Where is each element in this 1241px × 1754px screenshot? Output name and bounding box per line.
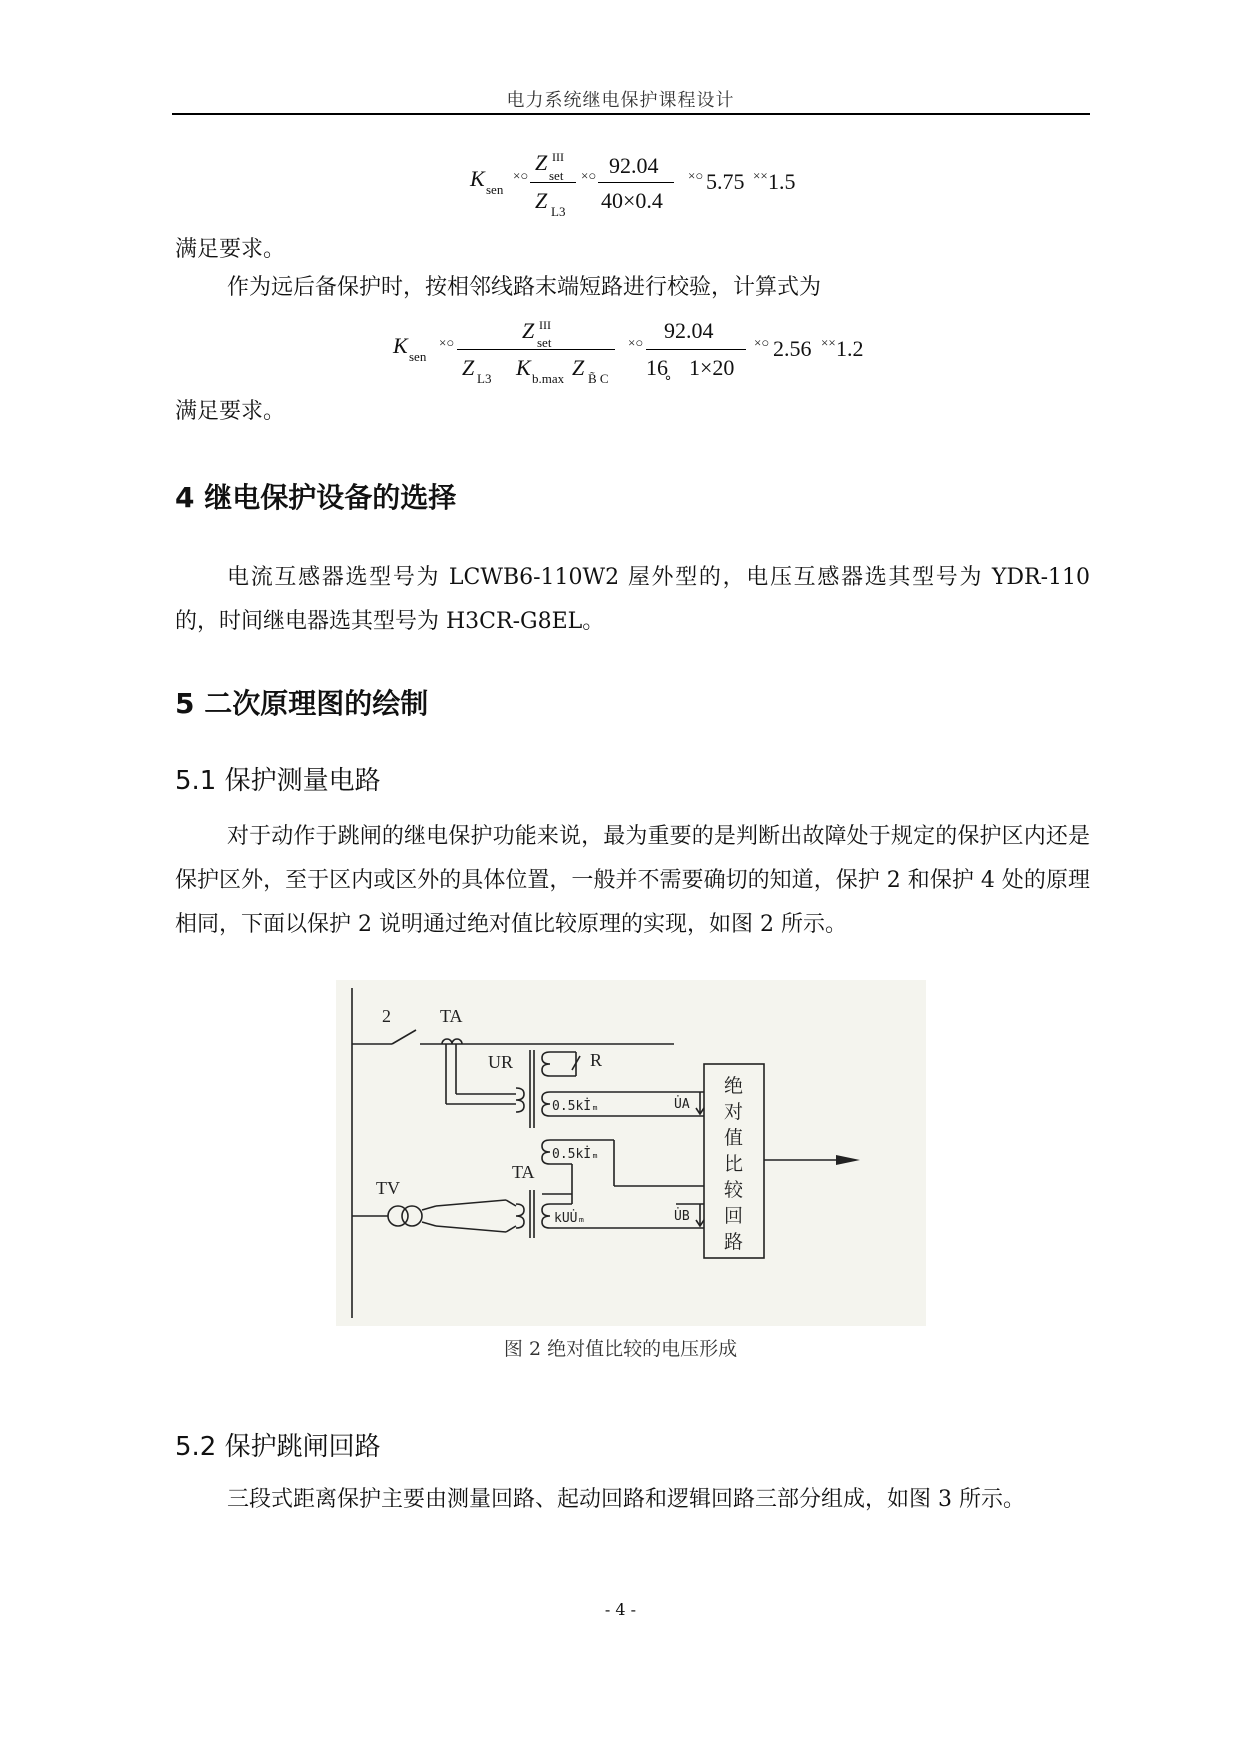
- formula1-z-num-sup: III: [552, 150, 564, 164]
- formula2-fraction-bar: [457, 349, 615, 350]
- formula2-limit: 1.2: [836, 336, 864, 361]
- circuit-diagram: [336, 980, 926, 1326]
- formula2-z-den-a: Z: [462, 355, 475, 380]
- section-5-1-body: 对于动作于跳闸的继电保护功能来说，最为重要的是判断出故障处于规定的保护区内还是保护区外，至于区内或区外的具体位置，一般并不需要确切的知道，保护 2 和保护 4 处的原理相同，下面以保护 2 说明通过绝对值比较原理的实现，如图 2 所示。: [175, 824, 1090, 937]
- ta-top-label: TA: [440, 1006, 463, 1026]
- box-char-1: 绝: [724, 1075, 744, 1097]
- box-char-4: 比: [724, 1153, 744, 1175]
- formula1-op4: ××: [753, 168, 768, 183]
- ub-label: U̇B: [674, 1209, 690, 1224]
- formula2-k-sub: sen: [409, 349, 427, 364]
- formula2-z-den-a-sub: L3: [477, 371, 492, 386]
- figure-2-caption: 图 2 绝对值比较的电压形成: [503, 1338, 738, 1360]
- formula2-op3: ×○: [754, 335, 770, 350]
- formula2-k: K: [393, 333, 408, 358]
- section-4-body: 电流互感器选型号为 LCWB6-110W2 屋外型的，电压互感器选其型号为 YDR-110 的，时间继电器选其型号为 H3CR-G8EL。: [175, 565, 1090, 634]
- page-number: - 4 -: [604, 1600, 637, 1619]
- formula-2: [0, 0, 1241, 400]
- formula1-result: 5.75: [706, 169, 745, 194]
- running-header: 电力系统继电保护课程设计: [506, 90, 735, 111]
- formula1-z-den: Z: [535, 188, 548, 213]
- formula1-op2: ×○: [581, 168, 597, 183]
- formula1-k: K: [470, 166, 485, 191]
- breaker-label: 2: [382, 1006, 391, 1026]
- ua-label: U̇A: [674, 1097, 690, 1112]
- formula2-fraction-bar-2: [646, 349, 746, 350]
- formula2-z-den-b: K: [516, 355, 531, 380]
- box-char-2: 对: [724, 1101, 744, 1123]
- formula1-op3: ×○: [688, 168, 704, 183]
- formula2-z-den-c: Z: [572, 355, 585, 380]
- formula1-z-den-sub: L3: [551, 204, 566, 219]
- section-4-heading: 4 继电保护设备的选择: [175, 481, 457, 514]
- section-5-2-body: 三段式距离保护主要由测量回路、起动回路和逻辑回路三部分组成，如图 3 所示。: [227, 1487, 1025, 1512]
- current-label-2: 0.5kİₘ: [552, 1147, 599, 1162]
- formula2-op1: ×○: [439, 335, 455, 350]
- box-char-3: 值: [724, 1127, 744, 1149]
- formula1-limit: 1.5: [768, 169, 796, 194]
- formula2-z-num-sup: III: [539, 318, 551, 332]
- formula1-den2: 40×0.4: [601, 188, 663, 213]
- formula2-result: 2.56: [773, 336, 812, 361]
- voltage-label: kUU̇ₘ: [554, 1211, 586, 1226]
- formula1-z-num: Z: [535, 150, 548, 175]
- paragraph-backup: 作为远后备保护时，按相邻线路末端短路进行校验，计算式为: [227, 275, 822, 300]
- section-5-2-heading: 5.2 保护跳闸回路: [175, 1432, 381, 1462]
- figure-2-diagram: [336, 980, 926, 1326]
- formula1-z-num-sub: set: [549, 168, 564, 183]
- formula2-op4: ××: [821, 335, 836, 350]
- formula2-num2: 92.04: [664, 318, 714, 343]
- formula2-den2-a: 16̥: [646, 355, 668, 380]
- formula2-z-num-sub: set: [537, 335, 552, 350]
- box-char-5: 较: [724, 1179, 744, 1201]
- tv-label: TV: [376, 1178, 400, 1198]
- formula2-z-den-c-sub: B̃ C: [588, 371, 609, 386]
- box-char-6: 回: [724, 1205, 744, 1227]
- paragraph-satisfy-1: 满足要求。: [175, 237, 286, 262]
- paragraph-satisfy-2: 满足要求。: [175, 399, 286, 424]
- formula2-z-num: Z: [522, 318, 535, 343]
- formula1-op1: ×○: [513, 168, 529, 183]
- formula2-z-den-b-sub: b.max: [532, 371, 565, 386]
- section-5-1-heading: 5.1 保护测量电路: [175, 766, 381, 796]
- section-5-heading: 5 二次原理图的绘制: [175, 687, 429, 720]
- formula1-num2: 92.04: [609, 153, 659, 178]
- ur-label: UR: [488, 1052, 514, 1072]
- box-char-7: 路: [724, 1231, 744, 1253]
- formula1-k-sub: sen: [486, 182, 504, 197]
- formula2-den2-b: 1×20: [689, 355, 735, 380]
- r-label: R: [590, 1050, 603, 1070]
- current-label-1: 0.5kİₘ: [552, 1099, 599, 1114]
- formula2-op2: ×○: [628, 335, 644, 350]
- ta-mid-label: TA: [512, 1162, 535, 1182]
